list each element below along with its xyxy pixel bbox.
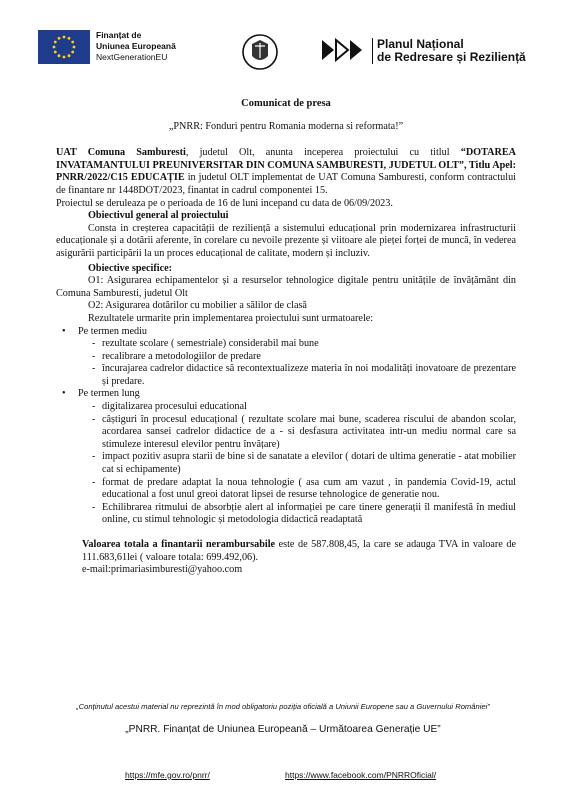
document-title: Comunicat de presa: [241, 98, 331, 109]
intro-text-2: in judetul OLT implementat de UAT Comuna Samburesti, conform contractului de finantare nr 1448DOT/2023, finantat in cadrul componentei 15.: [56, 172, 516, 196]
eu-disclaimer: „Conținutul acestui material nu reprezintă în mod obligatoriu poziția oficială a Uniunii Europene sau a Guvernului României”: [76, 702, 490, 711]
footer: [0, 702, 566, 735]
eu-line3: NextGenerationEU: [96, 52, 168, 62]
logo-header: [0, 0, 566, 90]
mfe-pnrr-link[interactable]: https://mfe.gov.ro/pnrr/: [125, 770, 210, 780]
pnrr-line1: Planul Național: [377, 37, 464, 51]
list-item: - rezultate scolare ( semestriale) considerabil mai bune: [92, 338, 516, 351]
funding-value-text: este de 587.808,45, la care se adauga TVA in valoare de 111.683,61lei ( valoare totala: 699.492,06).: [82, 539, 516, 563]
eu-flag-icon: [38, 30, 90, 64]
contact-email: e-mail:primariasimburesti@yahoo.com: [82, 564, 243, 576]
long-term-label: Pe termen lung: [78, 388, 140, 400]
pnrr-line2: de Redresare și Reziliență: [377, 50, 526, 64]
eu-funding-label: [96, 30, 176, 63]
intro-text-1: , judetul Olt, anunta inceperea proiectului cu titlul: [185, 147, 461, 159]
medium-term-label: Pe termen mediu: [78, 325, 148, 337]
eu-line1: Finanțat de: [96, 30, 142, 40]
project-period: Proiectul se deruleaza pe o perioada de 16 de luni incepand cu data de 06/09/2023.: [56, 197, 393, 209]
medium-term-item: [56, 326, 516, 389]
objective-o2: O2: Asigurarea dotărilor cu mobilier a sălilor de clasă: [88, 300, 307, 312]
funding-value-label: Valoarea totala a finantarii nerambursabile: [82, 539, 276, 550]
intro-paragraph: [56, 147, 516, 197]
medium-term-sublist: [78, 338, 516, 388]
long-term-item: [56, 388, 516, 527]
eu-line2: Uniunea Europeană: [96, 41, 176, 51]
document-subtitle: „PNRR: Fonduri pentru Romania moderna si reformata!”: [168, 120, 404, 132]
press-release-body: [56, 96, 516, 577]
uat-name: UAT Comuna Samburesti: [56, 147, 186, 159]
pnrr-arrows-icon: [322, 38, 366, 62]
list-item: - format de predare adaptat la noua tehnologie ( asa cum am vazut , in pandemia Covid-19, actul educational a fost unul greoi datorat lipsei de resurse tehnologice de generatie nou.: [92, 477, 516, 502]
results-list: [56, 326, 516, 528]
list-item: - Echilibrarea ritmului de absorbție alert al informației pe care tinere generații îl manifestă în mediul online, cu stimul tehnologic și metodologia didactică readaptată: [92, 502, 516, 527]
funding-value-paragraph: [56, 539, 516, 564]
specific-objectives-heading: Obiective specifice:: [88, 262, 173, 274]
facebook-pnrr-link[interactable]: https://www.facebook.com/PNRROficial/: [285, 770, 437, 780]
general-objective-text: Consta in creșterea capacității de reziliență a sistemului educațional prin modernizarea infrastructurii educaționale și a dotării aferente, în corelare cu nevoile prezente și viitoare ale pieței forței de muncă, în vederea asigurării participării la un proces educațional de calitate, modern și incluziv.: [56, 222, 516, 259]
results-intro: Rezultatele urmarite prin implementarea proiectului sunt urmatoarele:: [88, 312, 374, 324]
list-item: - încurajarea cadrelor didactice să recontextualizeze materia în noi modalități inovatoare de prezentare și predare.: [92, 363, 516, 388]
list-item: - digitalizarea procesului educational: [92, 401, 516, 414]
list-item: - câștiguri în procesul educațional ( rezultate scolare mai bune, scaderea riscului de abandon scolar, acordarea sansei cadrelor didactice de a - si desfasura activitatea intr-un mediu normal care sa stimuleze interesul elevilor pentru învățare): [92, 414, 516, 452]
project-title: “DOTAREA INVATAMANTULUI PREUNIVERSITAR DIN COMUNA SAMBURESTI, JUDETUL OLT”, Titlu Apel: PNRR/2022/C15 EDUCAȚIE: [56, 147, 516, 184]
romanian-government-crest-icon: [240, 30, 280, 78]
objective-o1: O1: Asigurarea echipamentelor și a resurselor tehnologice digitale pentru unitățile de învățământ din Comuna Samburesti, judetul Olt: [56, 275, 516, 299]
list-item: - recalibrare a metodologiilor de predare: [92, 351, 516, 364]
eu-stars-icon: [47, 33, 81, 61]
general-objective-heading: Obiectivul general al proiectului: [88, 210, 229, 222]
long-term-sublist: [78, 401, 516, 527]
list-item: - impact pozitiv asupra starii de bine si de sanatate a elevilor ( dotari de ultima generatie - atat mobilier cat si echipamente): [92, 451, 516, 476]
pnrr-label: [372, 38, 526, 64]
pnrr-slogan: „PNRR. Finanțat de Uniunea Europeană – Următoarea Generație UE”: [125, 724, 441, 735]
